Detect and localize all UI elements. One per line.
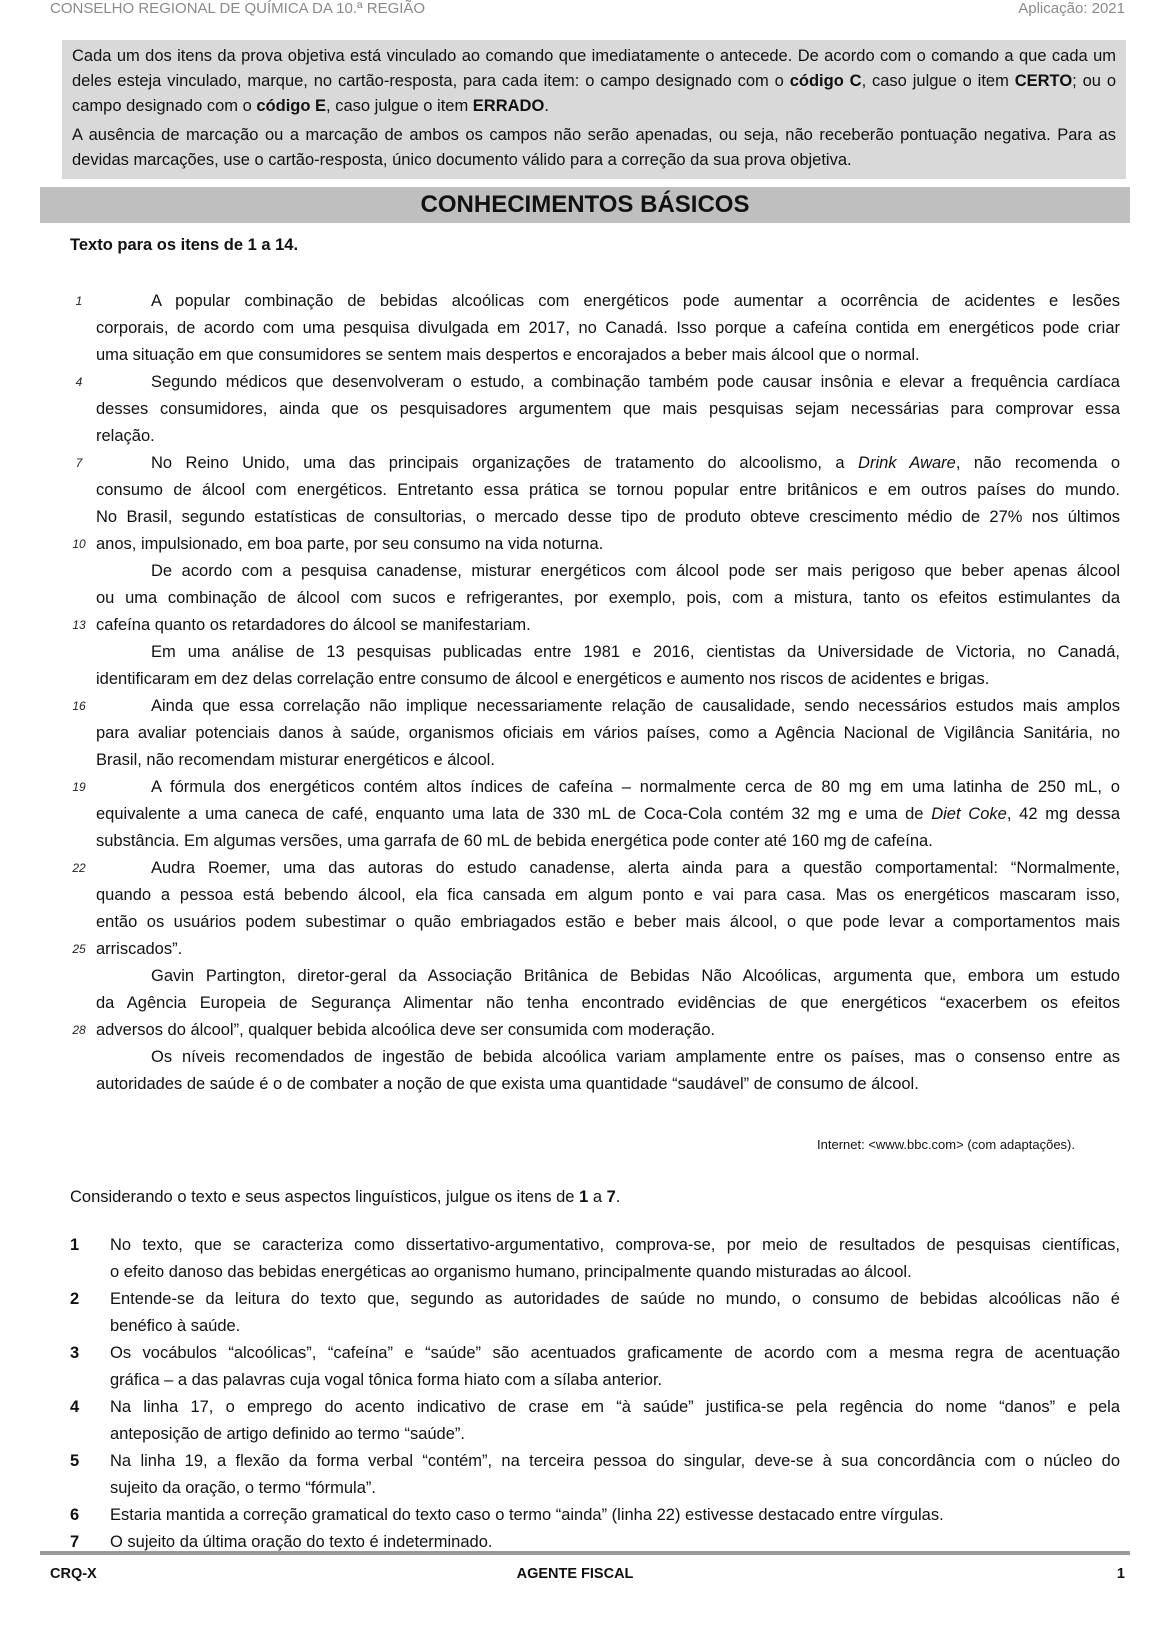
passage-line-text: Gavin Partington, diretor-geral da Associação Britânica de Bebidas Não Alcoólicas, argumenta que, embora um estudo [151,967,1120,985]
question-item [70,1286,1120,1340]
passage-line-text: Audra Roemer, uma das autoras do estudo canadense, alerta ainda para a questão comportamental: “Normalmente, [151,859,1120,877]
page-header [0,0,1150,22]
passage-line-text: Segundo médicos que desenvolveram o estudo, a combinação também pode causar insônia e elevar a frequência cardíaca [151,373,1120,391]
instructions-box [62,40,1126,179]
passage-line [70,396,1120,423]
question-number: 7 [70,1533,80,1551]
passage-line [70,639,1120,666]
footer-position: AGENTE FISCAL [516,1566,634,1582]
passage-line [70,1071,1120,1098]
passage-line [70,990,1120,1017]
passage-line-text: No Brasil, segundo estatísticas de consultorias, o mercado desse tipo de produto obteve crescimento médio de 27% nos últimos [96,508,1120,526]
question-number: 3 [70,1344,80,1362]
instructions-paragraph-2: A ausência de marcação ou a marcação de ambos os campos não serão apenadas, ou seja, não receberão pontuação negativa. Para as devidas marcações, use o cartão-resposta, único documento válido para a correção da sua prova objetiva. [72,126,1116,169]
passage-line-text: Em uma análise de 13 pesquisas publicadas entre 1981 e 2016, cientistas da Universidade de Victoria, no Canadá, [151,643,1120,661]
question-number: 1 [70,1236,80,1254]
passage-line-text: A fórmula dos energéticos contém altos índices de cafeína – normalmente cerca de 80 mg em uma latinha de 250 mL, o [151,778,1120,796]
section-title: CONHECIMENTOS BÁSICOS [420,191,750,218]
passage-line-text: A popular combinação de bebidas alcoólicas com energéticos pode aumentar a ocorrência de acidentes e lesões [151,292,1120,310]
passage-line [70,1017,1120,1044]
passage-line-text: ou uma combinação de álcool com sucos e refrigerantes, por exemplo, pois, com a mistura, tanto os efeitos estimulantes da [96,589,1120,607]
question-text-line: O sujeito da última oração do texto é indeterminado. [110,1533,493,1551]
text-for-items-label: Texto para os itens de 1 a 14. [70,236,299,254]
passage-line-text: Brasil, não recomendam misturar energéticos e álcool. [96,751,495,769]
header-organization: CONSELHO REGIONAL DE QUÍMICA DA 10.ª REGIÃO [50,0,426,17]
line-number: 25 [72,942,86,956]
question-text-line: sujeito da oração, o termo “fórmula”. [110,1479,376,1497]
passage-line-text: desses consumidores, ainda que os pesquisadores argumentem que mais pesquisas sejam necessárias para comprovar essa [96,400,1120,418]
line-number: 16 [72,699,86,713]
passage-line [70,774,1120,801]
line-number: 10 [72,537,86,551]
passage-line-text: quando a pessoa está bebendo álcool, ela fica cansada em algum ponto e vai para casa. Mas os energéticos mascaram isso, [96,886,1120,904]
line-number: 13 [72,618,86,632]
passage-line-text: No Reino Unido, uma das principais organizações de tratamento do alcoolismo, a Drink Aware, não recomenda o [151,454,1120,472]
passage-line [70,882,1120,909]
line-number: 22 [72,861,86,875]
passage-line-text: uma situação em que consumidores se sentem mais despertos e encorajados a beber mais álcool que o normal. [96,346,920,364]
passage-line-text: consumo de álcool com energéticos. Entretanto essa prática se tornou popular entre britânicos e em outros países do mundo. [96,481,1120,499]
question-item [70,1394,1120,1448]
question-text-line: Na linha 17, o emprego do acento indicativo de crase em “à saúde” justifica-se pela regência do nome “danos” e pela [110,1398,1120,1416]
passage-line-text: De acordo com a pesquisa canadense, misturar energéticos com álcool pode ser mais perigoso que beber apenas álcool [151,562,1120,580]
passage-line [70,585,1120,612]
passage-line-text: relação. [96,427,155,445]
instructions-paragraph-1: Cada um dos itens da prova objetiva está vinculado ao comando que imediatamente o antecede. De acordo com o comando a que cada um deles esteja vinculado, marque, no cartão-resposta, para cada item: o campo designado com o código C, caso julgue o item CERTO; ou o campo designado com o código E, caso julgue o item ERRADO. [72,47,1116,115]
passage-line-text: identificaram em dez delas correlação entre consumo de álcool e energéticos e aumento nos riscos de acidentes e brigas. [96,670,990,688]
question-text-line: o efeito danoso das bebidas energéticas ao organismo humano, principalmente quando misturadas ao álcool. [110,1263,912,1281]
question-item [70,1232,1120,1286]
line-number: 7 [75,456,83,470]
passage-line-text: da Agência Europeia de Segurança Alimentar não tenha encontrado evidências de que energéticos “exacerbem os efeitos [96,994,1120,1012]
passage-line [70,855,1120,882]
passage-line [70,963,1120,990]
passage-line [70,342,1120,369]
passage-line-text: adversos do álcool”, qualquer bebida alcoólica deve ser consumida com moderação. [96,1021,716,1039]
question-number: 2 [70,1290,80,1308]
passage-line-text: Os níveis recomendados de ingestão de bebida alcoólica variam amplamente entre os países, mas o consenso entre as [151,1048,1120,1066]
passage-line [70,612,1120,639]
footer-page-number: 1 [1116,1566,1125,1582]
footer-exam-code: CRQ-X [50,1566,97,1582]
passage-line-text: cafeína quanto os retardadores do álcool se manifestariam. [96,616,531,634]
question-text-line: Os vocábulos “alcoólicas”, “cafeína” e “saúde” são acentuados graficamente de acordo com a mesma regra de acentuação [110,1344,1120,1362]
question-item [70,1448,1120,1502]
passage-line-text: arriscados”. [96,940,183,958]
passage-line [70,315,1120,342]
question-text-line: gráfica – a das palavras cuja vogal tônica forma hiato com a sílaba anterior. [110,1371,663,1389]
passage-line-text: Ainda que essa correlação não implique necessariamente relação de causalidade, sendo necessários estudos mais amplos [151,697,1120,715]
footer-rule [40,1551,1130,1555]
line-number: 1 [75,294,83,308]
passage-line [70,1044,1120,1071]
question-number: 4 [70,1398,80,1416]
passage-line [70,369,1120,396]
question-item [70,1340,1120,1394]
passage-line-text: equivalente a uma caneca de café, enquanto uma lata de 330 mL de Coca-Cola contém 32 mg e uma de Diet Coke, 42 mg dessa [96,805,1120,823]
passage-line [70,423,1120,450]
passage-line [70,909,1120,936]
line-number: 19 [72,780,86,794]
passage-line-text: corporais, de acordo com uma pesquisa divulgada em 2017, no Canadá. Isso porque a cafeína contida em energéticos pode criar [96,319,1120,337]
passage-line-text: substância. Em algumas versões, uma garrafa de 60 mL de bebida energética pode conter até 160 mg de cafeína. [96,832,933,850]
question-text-line: No texto, que se caracteriza como dissertativo-argumentativo, comprova-se, por meio de resultados de pesquisas científicas, [110,1236,1120,1254]
passage-line-text: para avaliar potenciais danos à saúde, organismos oficiais em vários países, como a Agência Nacional de Vigilância Sanitária, no [96,724,1120,742]
passage-line [70,504,1120,531]
passage-line [70,288,1120,315]
question-text-line: Na linha 19, a flexão da forma verbal “contém”, na terceira pessoa do singular, deve-se à sua concordância com o núcleo do [110,1452,1120,1470]
passage-line-text: anos, impulsionado, em boa parte, por seu consumo na vida noturna. [96,535,604,553]
question-text-line: Entende-se da leitura do texto que, segundo as autoridades de saúde no mundo, o consumo de bebidas alcoólicas não é [110,1290,1120,1308]
line-number: 4 [75,375,83,389]
question-items [70,1232,1120,1556]
header-application-year: Aplicação: 2021 [1018,0,1125,17]
reading-passage [70,288,1120,1098]
passage-line [70,801,1120,828]
question-text-line: Estaria mantida a correção gramatical do texto caso o termo “ainda” (linha 22) estivesse destacado entre vírgulas. [110,1506,944,1524]
source-citation: Internet: <www.bbc.com> (com adaptações). [817,1137,1075,1152]
question-item [70,1502,1120,1529]
passage-line-text: autoridades de saúde é o de combater a noção de que exista uma quantidade “saudável” de consumo de álcool. [96,1075,919,1093]
line-number: 28 [72,1023,86,1037]
question-number: 6 [70,1506,80,1524]
items-instruction: Considerando o texto e seus aspectos linguísticos, julgue os itens de 1 a 7. [70,1188,621,1206]
passage-line [70,477,1120,504]
passage-line [70,666,1120,693]
passage-line [70,450,1120,477]
passage-line [70,720,1120,747]
passage-line [70,558,1120,585]
passage-line [70,936,1120,963]
passage-line [70,531,1120,558]
question-number: 5 [70,1452,80,1470]
passage-line [70,747,1120,774]
section-banner [40,187,1130,223]
passage-line [70,693,1120,720]
question-text-line: benéfico à saúde. [110,1317,241,1335]
passage-line-text: então os usuários podem subestimar o quão embriagados estão e beber mais álcool, o que pode levar a comportamentos mais [96,913,1120,931]
passage-line [70,828,1120,855]
question-text-line: anteposição de artigo definido ao termo “saúde”. [110,1425,465,1443]
